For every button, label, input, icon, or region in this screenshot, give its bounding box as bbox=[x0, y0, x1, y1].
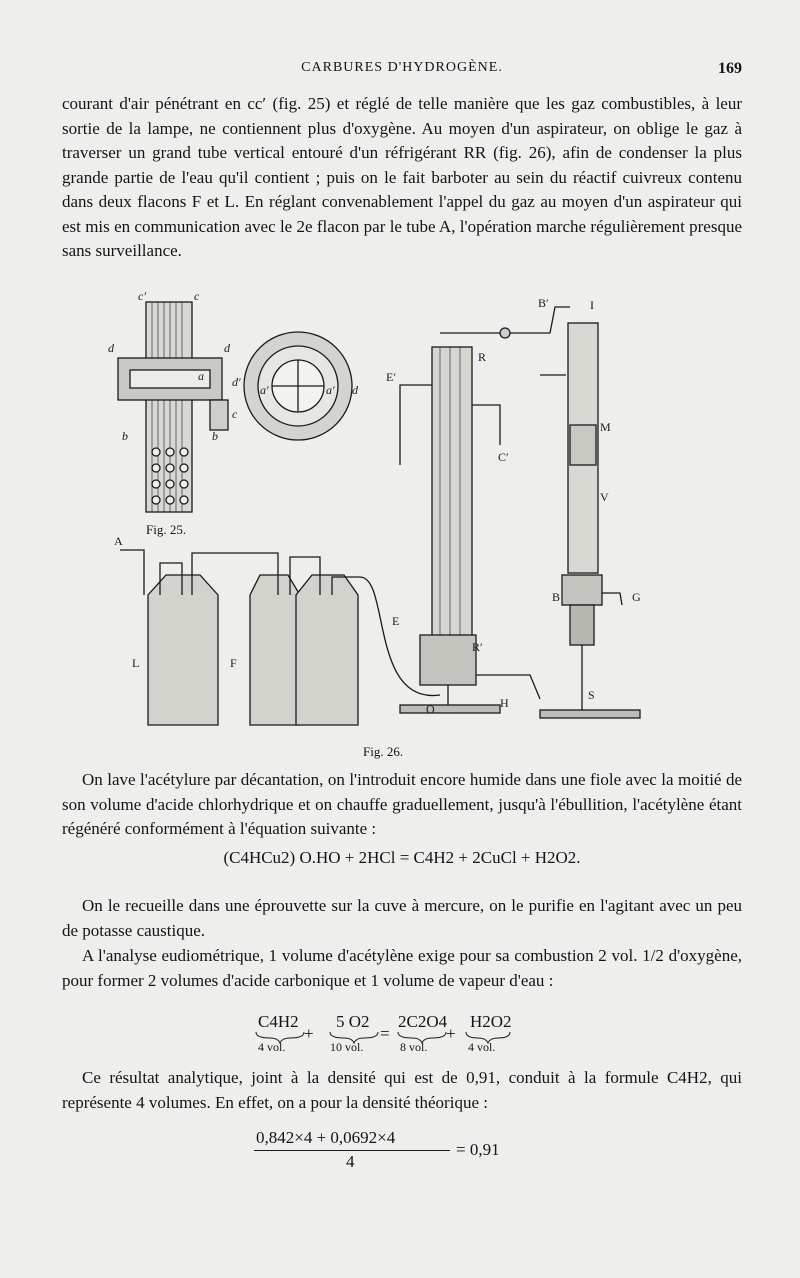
label-a-prime-left: a′ bbox=[260, 383, 269, 397]
running-header bbox=[62, 60, 742, 82]
paragraph-3: On le recueille dans une éprouvette sur la cuve à mercure, on le purifie en l'agitant avec un peu de potasse caustique. bbox=[62, 896, 742, 940]
label-c-side: c bbox=[232, 407, 238, 421]
label-c: c bbox=[194, 290, 200, 303]
density-result: = 0,91 bbox=[456, 1140, 500, 1159]
term-acetylene: C4H2 bbox=[258, 1012, 299, 1031]
page-number: 169 bbox=[718, 60, 742, 77]
label-d-left: d bbox=[108, 341, 114, 355]
label-S: S bbox=[588, 688, 595, 702]
label-C-prime: C′ bbox=[498, 450, 509, 464]
label-d-right: d bbox=[224, 341, 230, 355]
paragraph-4: A l'analyse eudiométrique, 1 volume d'acétylène exige pour sa combustion 2 vol. 1/2 d'oxygène, pour former 2 volumes d'acide carbonique et 1 volume de vapeur d'eau : bbox=[62, 946, 742, 990]
label-R-prime: R′ bbox=[472, 640, 483, 654]
term-carbonic: 2C2O4 bbox=[398, 1012, 448, 1031]
label-H: H bbox=[500, 696, 509, 710]
vol-acetylene: 4 vol. bbox=[258, 1040, 286, 1054]
term-water: H2O2 bbox=[470, 1012, 512, 1031]
label-O: O bbox=[426, 702, 435, 716]
fraction-bar bbox=[254, 1150, 450, 1151]
equation-regeneration: (C4HCu2) O.HO + 2HCl = C4H2 + 2CuCl + H2O2. bbox=[223, 848, 581, 867]
label-L: L bbox=[132, 656, 140, 670]
figure-25-caption: Fig. 25. bbox=[146, 522, 187, 537]
paragraph-2: On lave l'acétylure par décantation, on l'introduit encore humide dans une fiole avec la moitié de son volume d'acide chlorhydrique et on chauffe graduellement, jusqu'à l'ébullition, l'acétylène étant régénéré conformément à l'équation suivante : bbox=[62, 770, 742, 838]
term-oxygen: 5 O2 bbox=[336, 1012, 370, 1031]
label-G: G bbox=[632, 590, 641, 604]
label-a: a bbox=[198, 369, 204, 383]
equals: = bbox=[380, 1024, 390, 1043]
label-F: F bbox=[230, 656, 237, 670]
figure-26-caption: Fig. 26. bbox=[363, 744, 404, 759]
plus-2: + bbox=[446, 1024, 456, 1043]
label-V: V bbox=[600, 490, 609, 504]
label-b-right: b bbox=[212, 429, 218, 443]
label-d-prime: d′ bbox=[232, 375, 241, 389]
figure-26-apparatus bbox=[100, 295, 660, 735]
label-A: A bbox=[114, 534, 123, 548]
vol-carbonic: 8 vol. bbox=[400, 1040, 428, 1054]
label-d-disk: d bbox=[352, 383, 358, 397]
paragraph-5: Ce résultat analytique, joint à la densité qui est de 0,91, conduit à la formule C4H2, qui représente 4 volumes. En effet, on a pour la densité théorique : bbox=[62, 1068, 742, 1112]
label-c-prime: c′ bbox=[138, 290, 146, 303]
label-I: I bbox=[590, 298, 594, 312]
density-numerator: 0,842×4 + 0,0692×4 bbox=[256, 1128, 396, 1147]
label-b-left: b bbox=[122, 429, 128, 443]
underbraces bbox=[250, 1030, 520, 1044]
label-E: E bbox=[392, 614, 400, 628]
label-M: M bbox=[600, 420, 611, 434]
header-title: CARBURES D'HYDROGÈNE. bbox=[301, 60, 503, 75]
label-B-prime: B′ bbox=[538, 296, 549, 310]
label-E-prime: E′ bbox=[386, 370, 396, 384]
plus-1: + bbox=[304, 1024, 314, 1043]
vol-oxygen: 10 vol. bbox=[330, 1040, 364, 1054]
density-denominator: 4 bbox=[346, 1152, 355, 1171]
paragraph-1: courant d'air pénétrant en cc′ (fig. 25) et réglé de telle manière que les gaz combustibles, à leur sortie de la lampe, ne contiennent plus d'oxygène. Au moyen d'un aspirateur, on oblige le gaz à traverser un grand tube vertical entouré d'un réfrigérant RR (fig. 26), afin de condenser la plus grande partie de l'eau qu'il contient ; puis on le fait barboter au sein du réactif cuivreux contenu dans deux flacons F et L. En réglant convenablement l'appel du gaz au moyen d'un aspirateur qui est mis en communication avec le 2e flacon par le tube A, l'opération marche régulièrement presque sans surveillance. bbox=[62, 94, 742, 260]
vol-water: 4 vol. bbox=[468, 1040, 496, 1054]
label-a-prime-right: a′ bbox=[326, 383, 335, 397]
label-B: B bbox=[552, 590, 561, 604]
label-R: R bbox=[478, 350, 487, 364]
